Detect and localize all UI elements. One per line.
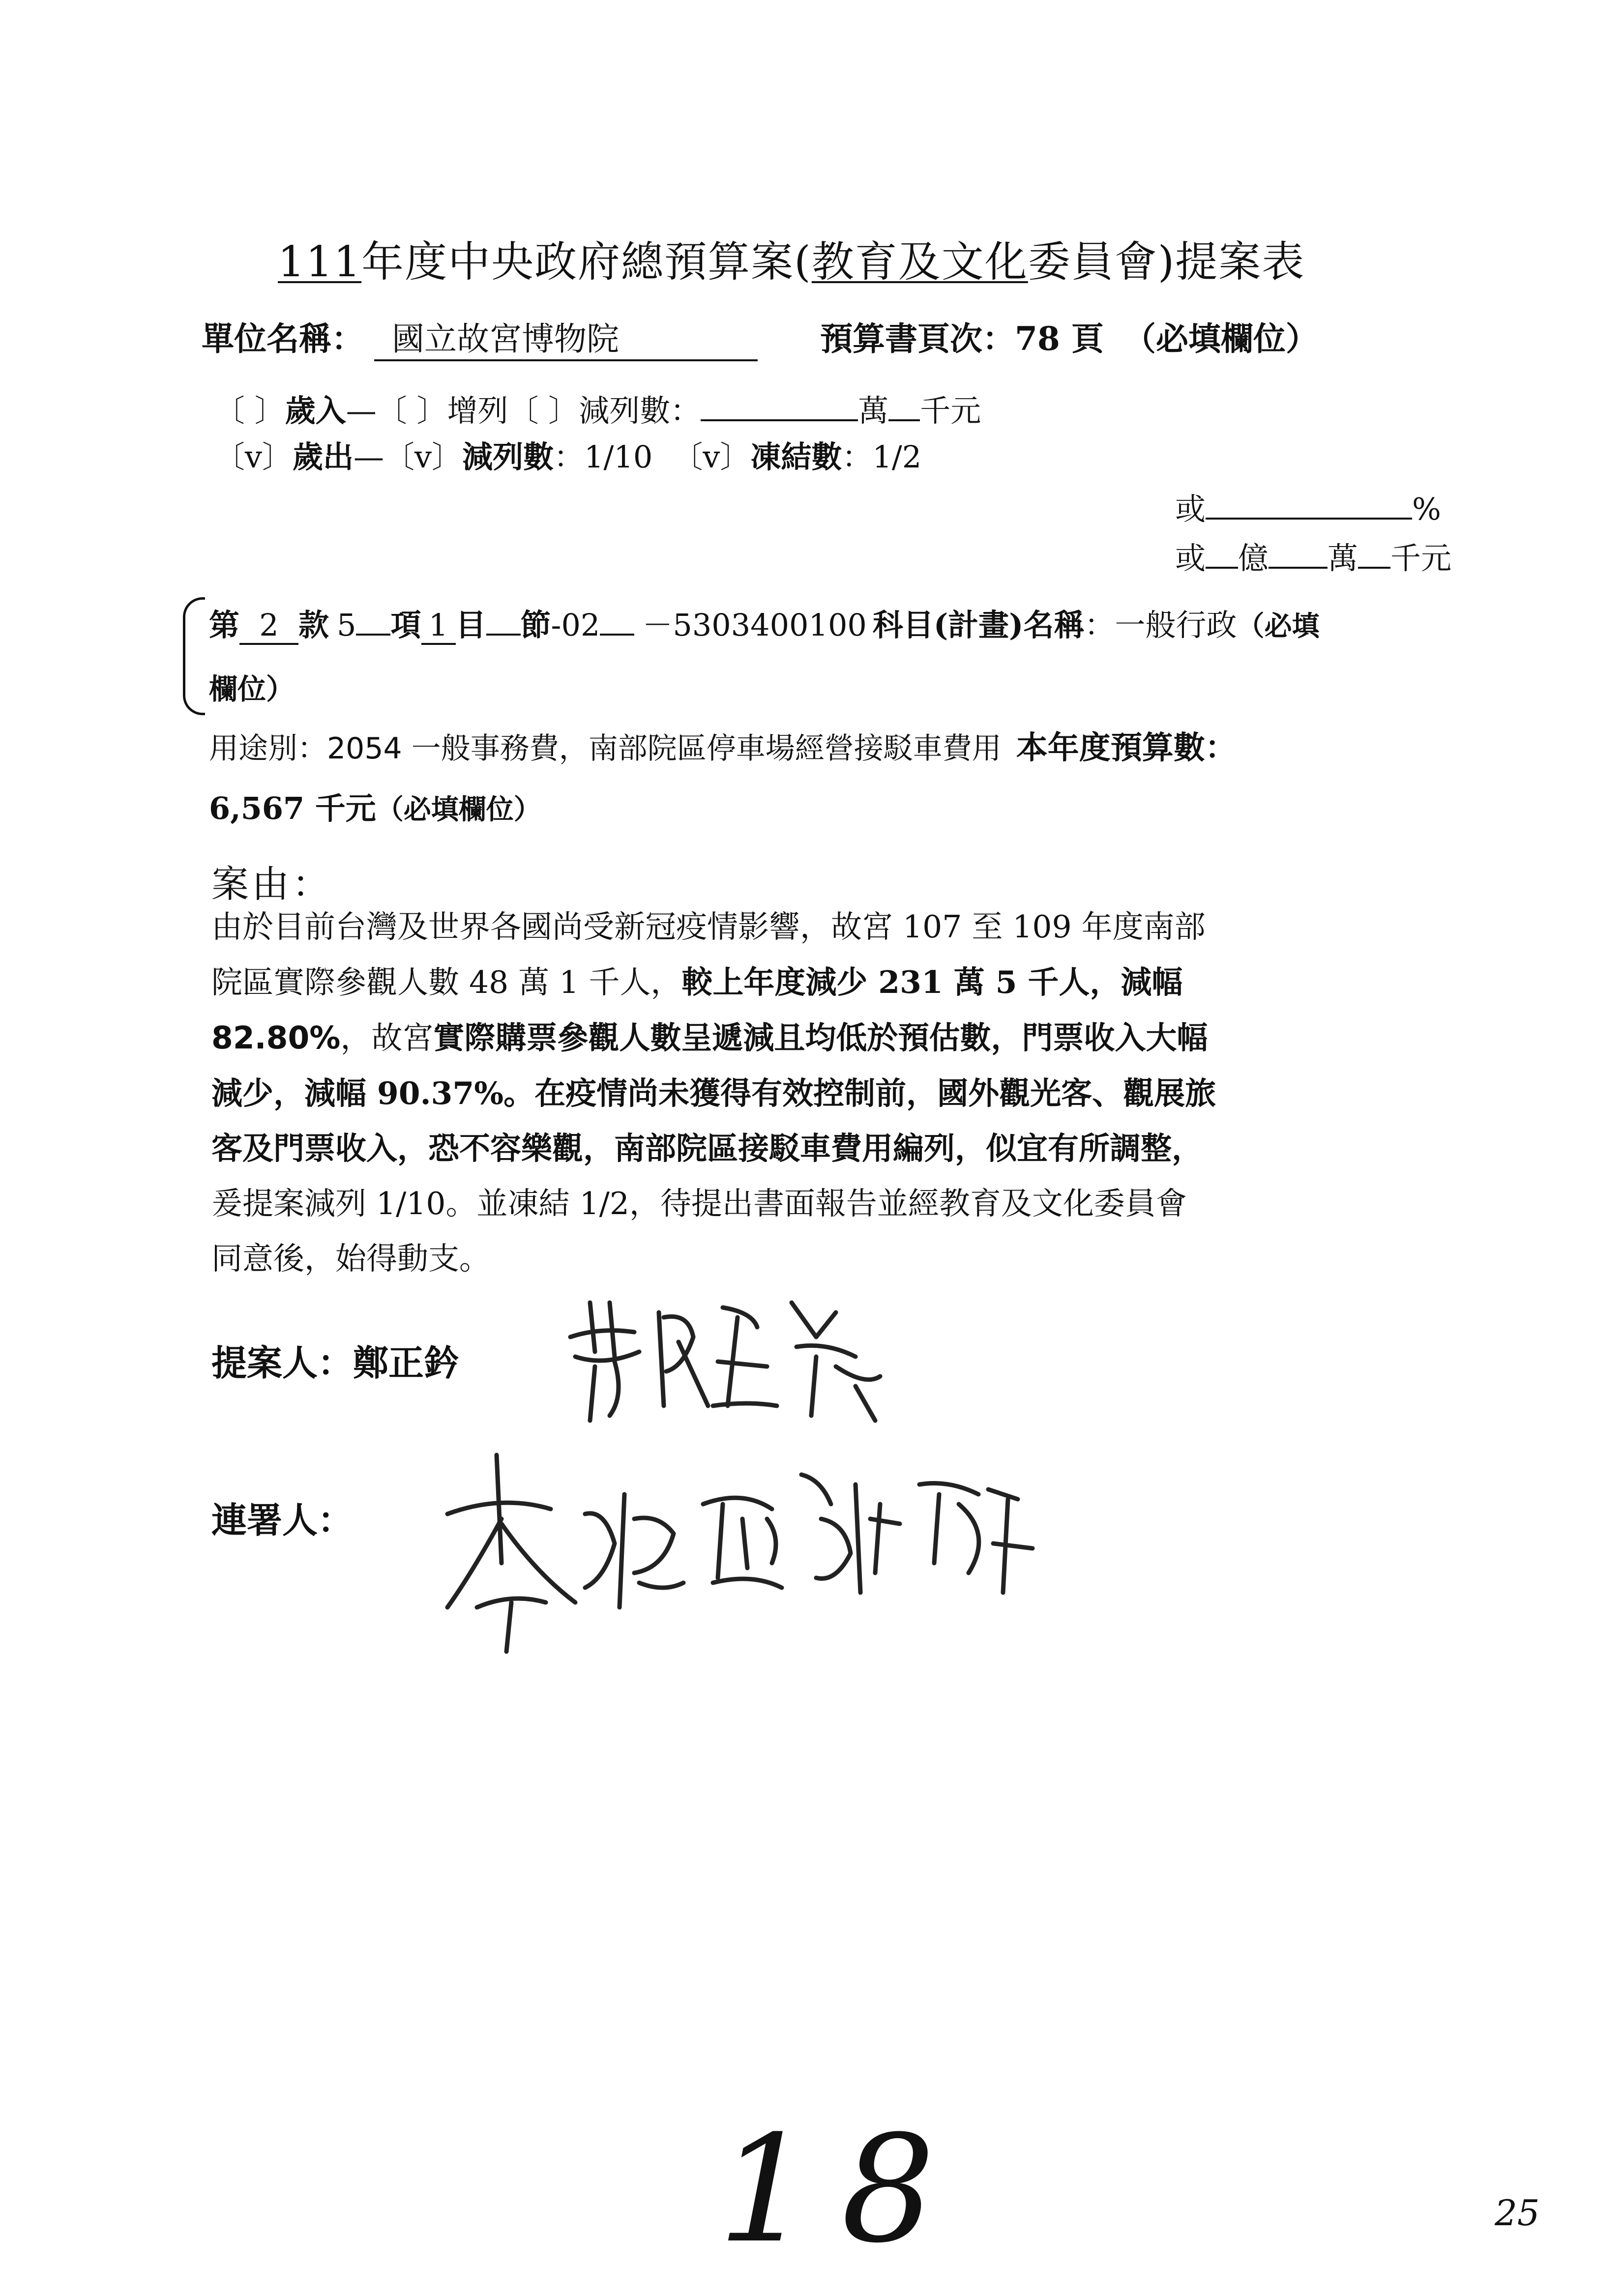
exp-cut-label: 減列數 — [462, 439, 554, 475]
page-label: 預算書頁次：78 頁 — [820, 320, 1104, 358]
usage-row — [209, 723, 1237, 768]
proposer-row — [211, 1335, 459, 1386]
exp-label: 歲出 — [293, 439, 354, 475]
exp-dash: — — [354, 439, 384, 475]
item-required-b: 欄位） — [209, 672, 295, 706]
revenue-thousand-blank — [888, 419, 920, 421]
add-checkbox: 〔 〕 — [376, 393, 447, 429]
budget-required: （必填欄位） — [376, 793, 541, 826]
item-jie: 節 — [520, 607, 551, 643]
exp-cut-checkbox: 〔v〕 — [384, 439, 463, 475]
revenue-checkbox: 〔 〕 — [214, 393, 285, 429]
exp-cut-value: ：1/10 — [554, 439, 653, 475]
mu-number: 1 — [421, 607, 456, 645]
page-number: 18 — [718, 2104, 965, 2275]
revenue-cut-label: 減列數： — [579, 393, 701, 429]
item-bracket — [183, 597, 205, 715]
usage-label: 用途別：2054 一般事務費，南部院區停車場經營接駁車費用 — [209, 731, 1002, 766]
revenue-dash: — — [346, 393, 377, 429]
or-amount-prefix: 或 — [1175, 540, 1206, 576]
item-code: －5303400100 — [642, 607, 867, 643]
corner-mark: 25 — [1495, 2192, 1540, 2234]
or-amount-yi: 億 — [1238, 540, 1269, 576]
reason-heading: 案由： — [211, 862, 332, 906]
budget-label: 本年度預算數： — [1016, 729, 1237, 766]
reason-line-6: 爰提案減列 1/10。並凍結 1/2，待提出書面報告並經教育及文化委員會 — [211, 1186, 1187, 1221]
title-year: 111 — [278, 237, 362, 287]
freeze-checkbox: 〔v〕 — [672, 439, 751, 475]
item-di: 第 — [209, 607, 240, 643]
revenue-thousand: 千元 — [920, 393, 981, 429]
proposer-signature — [561, 1283, 905, 1425]
expenditure-row — [214, 433, 921, 476]
revenue-row — [214, 386, 981, 430]
budget-row — [209, 784, 541, 828]
cosigner-signatures — [428, 1445, 1092, 1676]
freeze-value: ：1/2 — [842, 439, 922, 475]
or-amount-wan: 萬 — [1328, 540, 1358, 576]
title-committee: 教育及文化 — [811, 237, 1028, 287]
add-label: 增列 — [447, 393, 508, 429]
proposer-label: 提案人： — [211, 1342, 354, 1384]
reason-line-4: 減少，減幅 90.37%。在疫情尚未獲得有效控制前，國外觀光客、觀展旅 — [211, 1075, 1216, 1111]
kuan-number: 2 — [239, 607, 298, 645]
or-percent-row — [1175, 485, 1441, 528]
reason-line-1: 由於目前台灣及世界各國尚受新冠疫情影響，故宮 107 至 109 年度南部 — [211, 909, 1206, 945]
document-title — [278, 228, 1305, 289]
reason-line-2: 院區實際參觀人數 48 萬 1 千人，較上年度減少 231 萬 5 千人，減幅 — [211, 964, 1183, 1000]
item-kuan: 款 — [298, 607, 329, 643]
proposer-name: 鄭正鈐 — [353, 1342, 460, 1384]
cosigner-label: 連署人： — [211, 1500, 354, 1541]
revenue-label: 歲入 — [285, 393, 346, 429]
unit-label: 單位名稱： — [202, 320, 364, 358]
reason-line-7: 同意後，始得動支。 — [211, 1241, 490, 1277]
item-row — [209, 601, 1320, 645]
exp-checkbox: 〔v〕 — [214, 439, 293, 475]
title-prefix: 年度中央政府總預算案( — [361, 237, 812, 287]
percent-blank — [1206, 518, 1412, 520]
reason-line-3: 82.80%，故宮實際購票參觀人數呈遞減且均低於預估數，門票收入大幅 — [211, 1019, 1208, 1056]
subject-value: ：一般行政 — [1084, 607, 1237, 643]
subject-label: 科目(計畫)名稱 — [872, 607, 1085, 643]
unit-row — [202, 313, 758, 361]
or-percent-prefix: 或 — [1175, 491, 1206, 527]
item-xiang: 項 — [390, 607, 421, 643]
reason-line-5: 客及門票收入，恐不容樂觀，南部院區接駁車費用編列，似宜有所調整， — [211, 1130, 1203, 1166]
item-required-a: （必填 — [1237, 610, 1320, 642]
budget-value: 6,567 千元 — [209, 790, 376, 826]
reason-body — [211, 900, 1216, 1286]
or-amount-row — [1175, 534, 1451, 578]
cut-checkbox: 〔 〕 — [508, 393, 579, 429]
revenue-wan: 萬 — [858, 393, 889, 429]
unit-required: （必填欄位） — [1123, 320, 1318, 358]
freeze-label: 凍結數 — [750, 439, 842, 475]
xiang-number: 5 — [337, 607, 356, 643]
or-amount-thousand: 千元 — [1390, 540, 1452, 576]
unit-value: 國立故宮博物院 — [374, 313, 758, 361]
item-mu: 目 — [455, 607, 486, 643]
jie-number: -02 — [551, 607, 600, 643]
or-percent-suffix: % — [1412, 491, 1441, 527]
title-suffix: 委員會)提案表 — [1028, 237, 1305, 287]
page-ref — [820, 313, 1318, 359]
revenue-cut-blank — [701, 419, 858, 421]
